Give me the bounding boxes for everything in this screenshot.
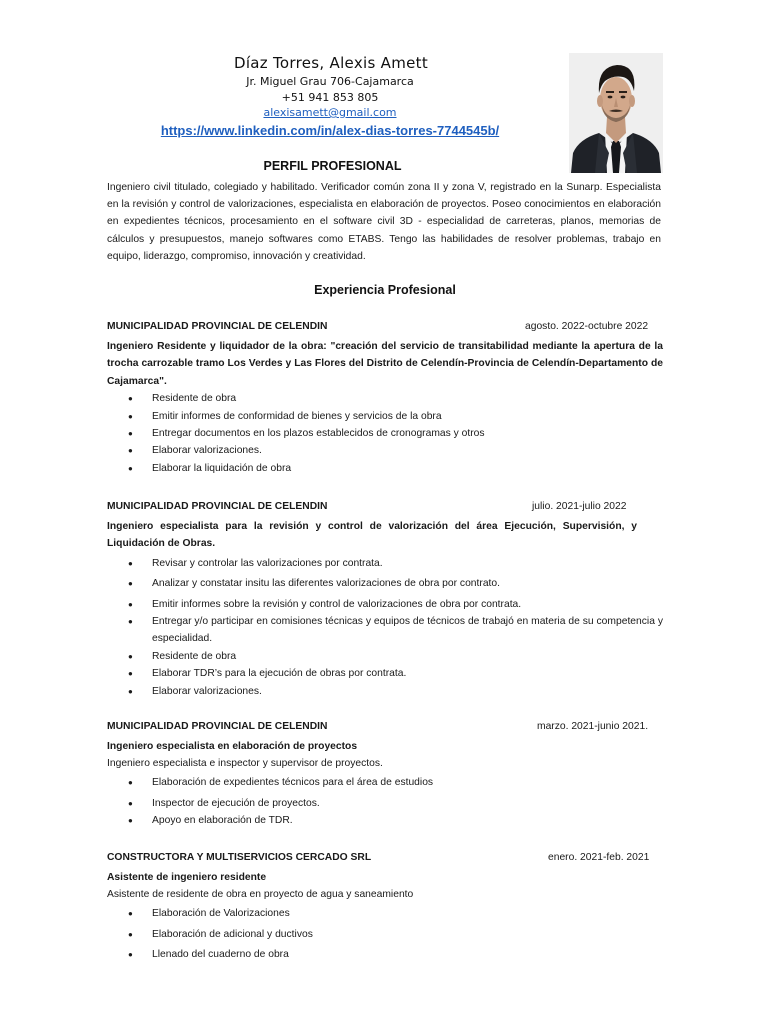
job-bullet: ● Elaborar valorizaciones. <box>128 683 663 700</box>
job-role: Ingeniero especialista en elaboración de proyectos <box>107 741 358 752</box>
job-dates: enero. 2021-feb. 2021 <box>548 852 650 863</box>
job-bullet: ● Residente de obra <box>128 390 663 407</box>
job-bullet: ● Residente de obra <box>128 648 663 665</box>
email-link[interactable]: alexisamett@gmail.com <box>263 106 397 119</box>
job-bullet: ● Apoyo en elaboración de TDR. <box>128 812 663 829</box>
phone: +51 941 853 805 <box>281 90 379 104</box>
job-entry <box>107 721 663 830</box>
job-company: MUNICIPALIDAD PROVINCIAL DE CELENDIN <box>107 321 328 332</box>
job-bullet: ● Emitir informes sobre la revisión y control de valorizaciones de obra por contrata. <box>128 596 663 613</box>
job-dates: julio. 2021-julio 2022 <box>532 501 627 512</box>
job-bullets <box>128 390 663 477</box>
job-bullet: ● Elaboración de adicional y ductivos <box>128 926 663 943</box>
job-company: MUNICIPALIDAD PROVINCIAL DE CELENDIN <box>107 721 328 732</box>
job-dates: agosto. 2022-octubre 2022 <box>525 321 649 332</box>
perfil-title: PERFIL PROFESIONAL <box>263 159 402 173</box>
job-bullet: ● Entregar documentos en los plazos establecidos de cronogramas y otros <box>128 425 663 442</box>
job-company: CONSTRUCTORA Y MULTISERVICIOS CERCADO SRL <box>107 852 372 863</box>
job-entry <box>107 501 663 700</box>
job-role: Ingeniero Residente y liquidador de la obra: "creación del servicio de transitabilidad mediante la apertura de la trocha carrozable tramo Los Verdes y Las Flores del Distrito de Celendín-Provincia de Celendín-Departamento de Cajamarca". <box>107 341 663 387</box>
experience-title: Experiencia Profesional <box>314 283 456 297</box>
candidate-name: Díaz Torres, Alexis Amett <box>233 54 429 72</box>
job-entry <box>107 852 663 964</box>
job-bullet: ● Emitir informes de conformidad de bienes y servicios de la obra <box>128 408 663 425</box>
job-bullet: ● Analizar y constatar insitu las diferentes valorizaciones de obra por contrato. <box>128 575 663 592</box>
job-bullet: ● Elaboración de expedientes técnicos para el área de estudios <box>128 774 663 791</box>
job-bullet: ● Revisar y controlar las valorizaciones por contrata. <box>128 555 663 572</box>
job-bullet: ● Entregar y/o participar en comisiones técnicas y equipos de técnicos de trabajó en materia de su competencia y especialidad. <box>128 613 663 648</box>
job-bullet: ● Elaborar TDR’s para la ejecución de obras por contrata. <box>128 665 663 682</box>
job-bullet: ● Elaboración de Valorizaciones <box>128 905 663 922</box>
job-description: Ingeniero especialista e inspector y supervisor de proyectos. <box>107 758 383 770</box>
address: Jr. Miguel Grau 706-Cajamarca <box>246 75 414 88</box>
job-bullet: ● Elaborar valorizaciones. <box>128 442 663 459</box>
job-bullets <box>128 774 663 829</box>
perfil-text: Ingeniero civil titulado, colegiado y habilitado. Verificador común zona II y zona V, registrado en la Sunarp. Especialista en la revisión y control de valorizaciones, especialista en elaboración de proyectos. Poseo conocimientos en elaboración en expedientes técnicos, procesamiento en el software civil 3D - especialidad de carreteras, planos, memorias de cálculos y presupuestos, manejo softwares como ETABS. Tengo las habilidades de resolver problemas, trabajo en equipo, liderazgo, compromiso, innovación y creatividad. <box>107 182 661 262</box>
job-bullets <box>128 555 663 700</box>
job-bullet: ● Llenado del cuaderno de obra <box>128 946 663 963</box>
job-bullet: ● Inspector de ejecución de proyectos. <box>128 795 663 812</box>
job-dates: marzo. 2021-junio 2021. <box>537 721 649 732</box>
job-bullet: ● Elaborar la liquidación de obra <box>128 460 663 477</box>
job-role: Ingeniero especialista para la revisión y control de valorización del área Ejecución, Supervisión, y Liquidación de Obras. <box>107 521 637 550</box>
job-description: Asistente de residente de obra en proyecto de agua y saneamiento <box>107 889 414 901</box>
job-company: MUNICIPALIDAD PROVINCIAL DE CELENDIN <box>107 501 328 512</box>
job-role: Asistente de ingeniero residente <box>107 872 267 883</box>
cv-header <box>0 52 660 140</box>
linkedin-link[interactable]: https://www.linkedin.com/in/alex-dias-torres-7744545b/ <box>160 122 500 138</box>
job-entry <box>107 321 663 477</box>
job-bullets <box>128 905 663 963</box>
profile-photo <box>569 53 663 173</box>
